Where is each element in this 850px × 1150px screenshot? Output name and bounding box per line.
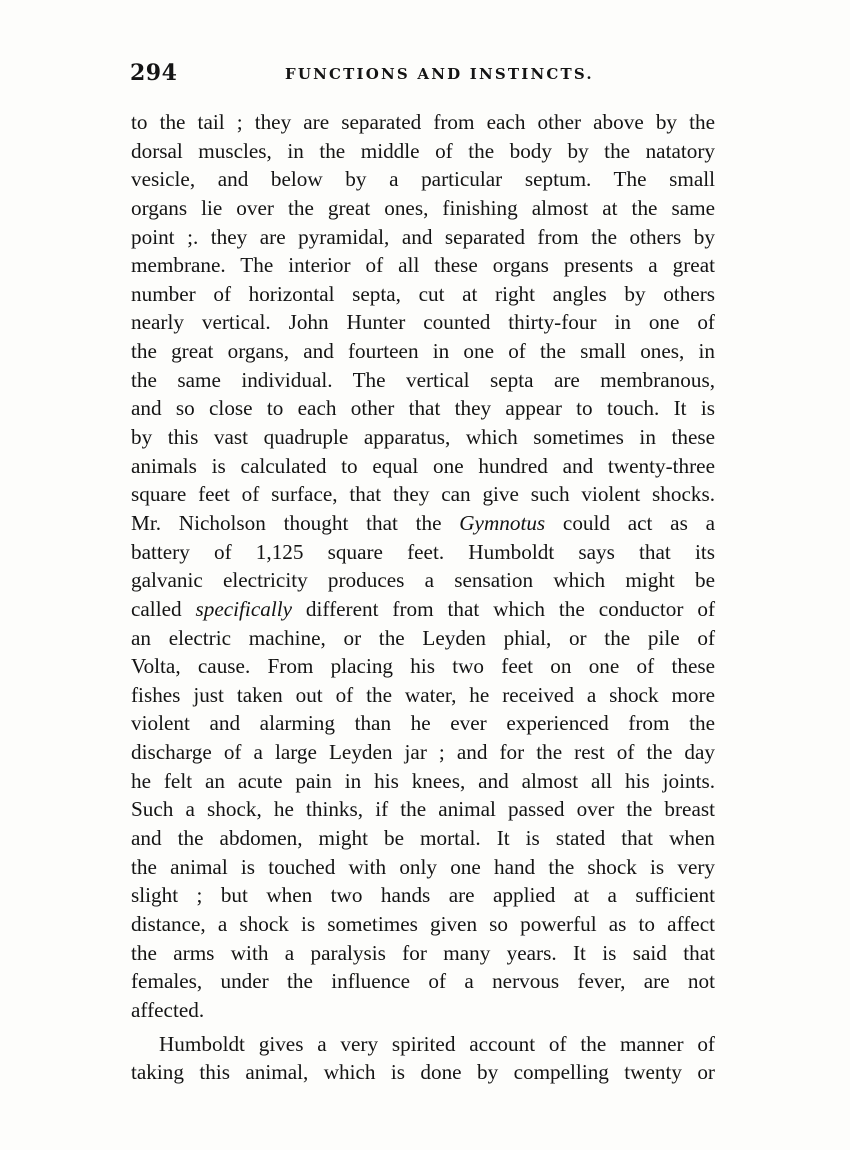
text-line: organs lie over the great ones, finishing almost at the same [131,195,715,220]
running-title: FUNCTIONS AND INSTINCTS. [285,65,594,83]
text-line: square feet of surface, that they can give such violent shocks. [131,482,715,507]
text-line: Such a shock, he thinks, if the animal passed over the breast [131,797,715,822]
body-text [131,108,715,1087]
text-run: different from that which the conductor of [292,596,715,621]
text-run: called [131,596,196,621]
text-line-specifically [131,595,715,624]
text-run: could act as a [545,510,715,535]
text-line: fishes just taken out of the water, he received a shock more [131,682,715,707]
text-line: nearly vertical. John Hunter counted thirty-four in one of [131,310,715,335]
text-line: dorsal muscles, in the middle of the body by the natatory [131,138,715,163]
text-run: Mr. Nicholson thought that the [131,510,460,535]
text-line: the same individual. The vertical septa are membranous, [131,367,715,392]
italic-term-specifically: specifically [195,596,292,621]
text-line: slight ; but when two hands are applied at a sufficient [131,883,715,908]
text-line: to the tail ; they are separated from each other above by the [131,110,715,134]
text-line: membrane. The interior of all these organs presents a great [131,253,715,278]
paragraph-2 [131,1030,715,1087]
text-line: the arms with a paralysis for many years. It is said that [131,940,715,965]
text-line: vesicle, and below by a particular septum. The small [131,167,715,192]
text-line: Humboldt gives a very spirited account of the manner of [159,1031,715,1056]
text-line: distance, a shock is sometimes given so powerful as to affect [131,911,715,936]
text-line: he felt an acute pain in his knees, and almost all his joints. [131,768,715,793]
text-line: battery of 1,125 square feet. Humboldt says that its [131,539,715,564]
text-line: affected. [131,997,205,1022]
running-head [130,60,715,94]
text-line: galvanic electricity produces a sensation which might be [131,568,715,593]
text-line: by this vast quadruple apparatus, which sometimes in these [131,425,715,450]
text-line: the great organs, and fourteen in one of the small ones, in [131,339,715,364]
text-line-gymnotus [131,509,715,538]
text-line: females, under the influence of a nervous fever, are not [131,969,715,994]
italic-term-gymnotus: Gymnotus [459,510,546,535]
paragraph-1 [131,108,715,1025]
text-line: number of horizontal septa, cut at right angles by others [131,281,715,306]
text-line: Volta, cause. From placing his two feet on one of these [131,654,715,679]
text-line: an electric machine, or the Leyden phial, or the pile of [131,625,715,650]
text-line: animals is calculated to equal one hundred and twenty-three [131,453,715,478]
text-line: taking this animal, which is done by compelling twenty or [131,1060,715,1085]
text-line: the animal is touched with only one hand the shock is very [131,854,715,879]
text-line: violent and alarming than he ever experienced from the [131,711,715,736]
text-line: point ;. they are pyramidal, and separated from the others by [131,224,715,249]
text-line: and so close to each other that they appear to touch. It is [131,396,715,421]
text-line: discharge of a large Leyden jar ; and for the rest of the day [131,740,715,765]
page-number: 294 [130,60,178,86]
text-line: and the abdomen, might be mortal. It is stated that when [131,826,715,851]
